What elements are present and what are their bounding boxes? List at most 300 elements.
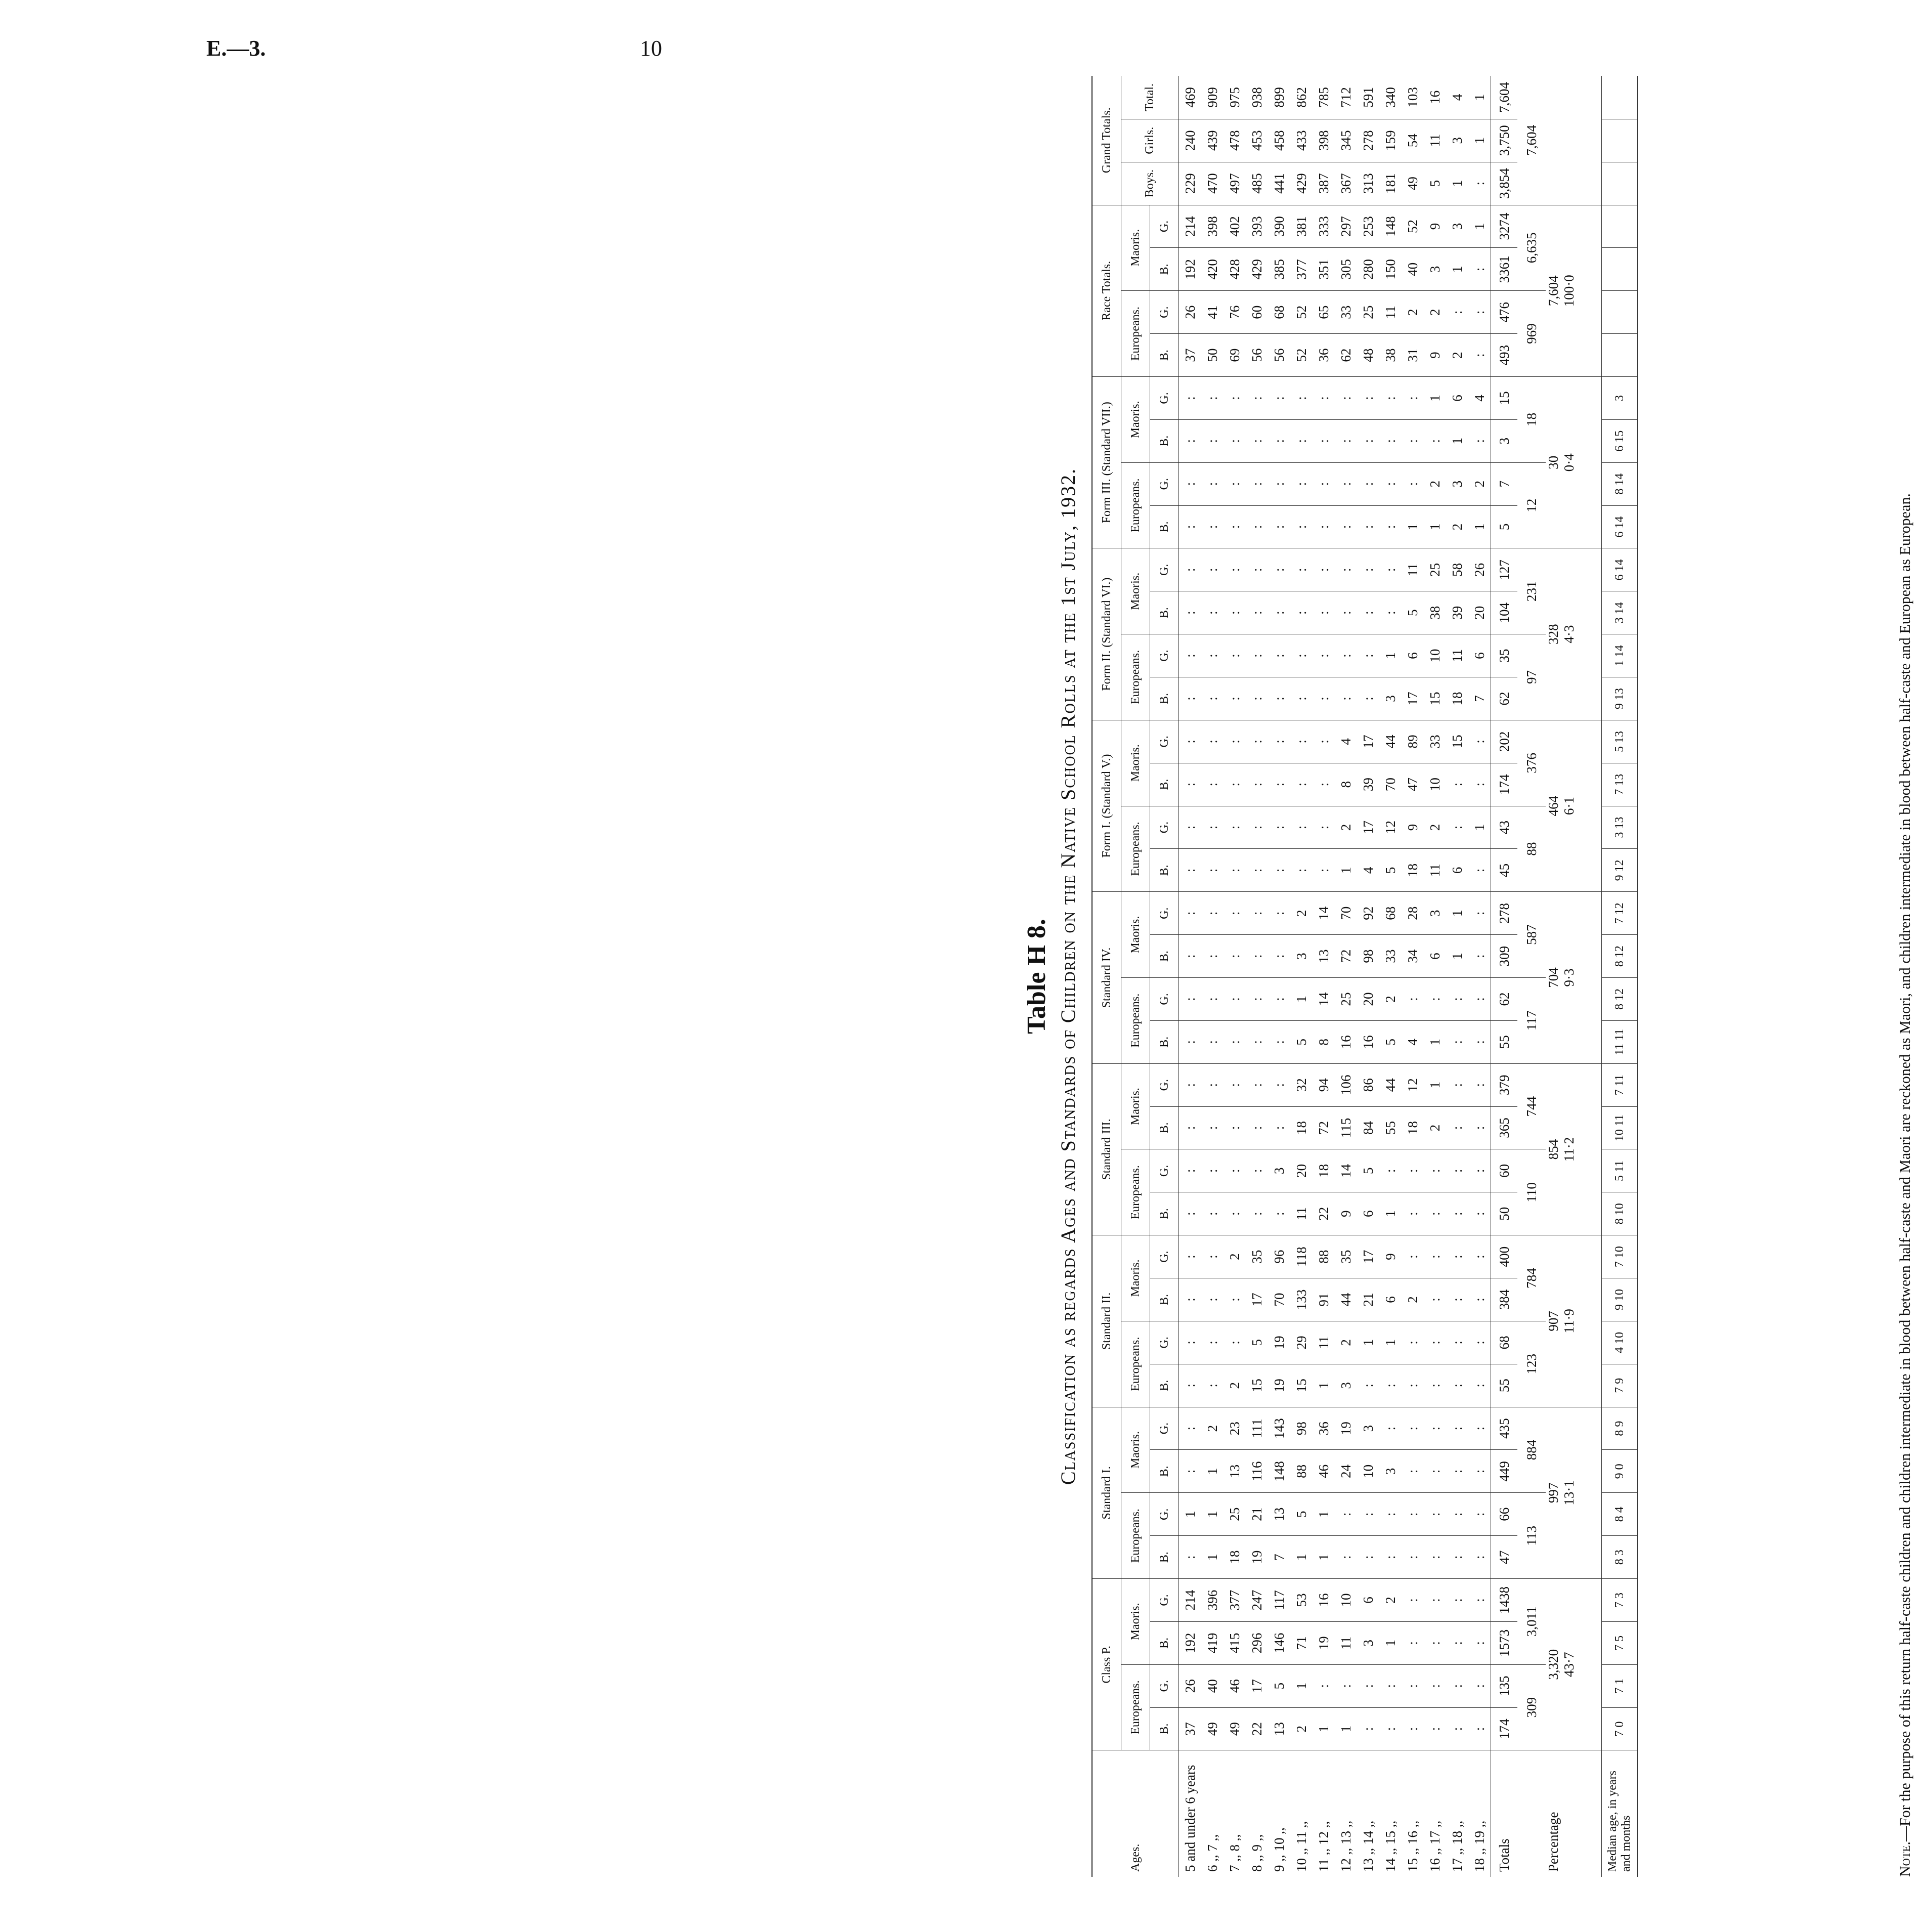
- table-cell: :: [1268, 892, 1290, 935]
- race-sum-cell: 6,635: [1517, 205, 1546, 291]
- age-label: 9 ,, 10 ,,: [1271, 1827, 1287, 1872]
- table-cell: :: [1224, 505, 1246, 548]
- table-cell: :: [1268, 1106, 1290, 1149]
- table-cell: :: [1468, 1192, 1491, 1235]
- table-cell: :: [1268, 1020, 1290, 1063]
- rotated-table-page: [1022, 76, 1922, 1877]
- table-cell: :: [1424, 1621, 1446, 1664]
- table-cell: 420: [1201, 248, 1224, 291]
- totals-cell: 435: [1491, 1407, 1518, 1450]
- table-cell: :: [1357, 505, 1379, 548]
- girls-col-header: G.: [1150, 1149, 1179, 1192]
- table-cell: :: [1468, 1707, 1491, 1750]
- table-cell: 20: [1290, 1149, 1313, 1192]
- table-row: [1268, 76, 1290, 1877]
- table-cell: 1: [1379, 634, 1402, 677]
- table-cell: 18: [1402, 1106, 1424, 1149]
- table-cell: 72: [1335, 935, 1357, 978]
- table-cell: 39: [1357, 763, 1379, 806]
- table-cell: 313: [1357, 162, 1379, 205]
- table-cell: 10: [1424, 634, 1446, 677]
- table-cell: :: [1446, 1149, 1468, 1192]
- table-cell: 458: [1268, 119, 1290, 162]
- table-cell: :: [1179, 1106, 1202, 1149]
- table-cell: 6: [1357, 1579, 1379, 1622]
- totals-row: [1491, 76, 1518, 1877]
- table-cell: 19: [1335, 1407, 1357, 1450]
- totals-cell: 400: [1491, 1235, 1518, 1278]
- table-cell: :: [1468, 334, 1491, 377]
- table-cell: :: [1446, 1020, 1468, 1063]
- europeans-header: Europeans.: [1121, 634, 1150, 720]
- table-cell: :: [1268, 634, 1290, 677]
- table-cell: 1: [1313, 1536, 1335, 1579]
- table-cell: 862: [1290, 76, 1313, 119]
- table-row: [1201, 76, 1224, 1877]
- age-label: 15 ,, 16 ,,: [1405, 1820, 1420, 1872]
- table-cell: :: [1290, 806, 1313, 849]
- table-cell: :: [1379, 1364, 1402, 1407]
- girls-col-header: G.: [1150, 1493, 1179, 1536]
- table-cell: :: [1179, 548, 1202, 591]
- table-cell: 899: [1268, 76, 1290, 119]
- table-cell: :: [1179, 591, 1202, 634]
- table-cell: :: [1290, 548, 1313, 591]
- table-cell: :: [1357, 462, 1379, 505]
- table-cell: 9: [1424, 205, 1446, 248]
- table-cell: 429: [1246, 248, 1268, 291]
- totals-cell: 60: [1491, 1149, 1518, 1192]
- table-cell: :: [1446, 1536, 1468, 1579]
- table-cell: :: [1268, 806, 1290, 849]
- table-cell: 88: [1290, 1450, 1313, 1493]
- table-cell: :: [1468, 1235, 1491, 1278]
- table-cell: 1: [1357, 1321, 1379, 1364]
- table-cell: 69: [1224, 334, 1246, 377]
- table-cell: :: [1246, 677, 1268, 720]
- table-cell: :: [1468, 1364, 1491, 1407]
- age-label: 5 and under 6 years: [1182, 1765, 1198, 1872]
- table-cell: :: [1246, 505, 1268, 548]
- totals-cell: 47: [1491, 1536, 1518, 1579]
- girls-header: Girls.: [1121, 119, 1179, 162]
- totals-cell: 278: [1491, 892, 1518, 935]
- table-cell: 280: [1357, 248, 1379, 291]
- table-cell: 398: [1201, 205, 1224, 248]
- table-cell: 387: [1313, 162, 1335, 205]
- table-cell: 478: [1224, 119, 1246, 162]
- table-cell: 11: [1290, 1192, 1313, 1235]
- race-sum-row: [1517, 76, 1546, 1877]
- table-cell: 22: [1246, 1707, 1268, 1750]
- table-cell: :: [1179, 1450, 1202, 1493]
- table-cell: 1: [1468, 76, 1491, 119]
- table-cell: :: [1357, 591, 1379, 634]
- table-cell: :: [1179, 1063, 1202, 1106]
- footnote-text: —For the purpose of this return half-caste children and children intermediate in blood between half-caste and Maori are reckoned as Maori, and children intermediate in blood between half-caste and European as European.: [1897, 493, 1913, 1841]
- table-cell: 70: [1379, 763, 1402, 806]
- table-cell: 49: [1402, 162, 1424, 205]
- table-cell: 439: [1201, 119, 1224, 162]
- age-label: 7 ,, 8 ,,: [1227, 1834, 1242, 1872]
- table-cell: :: [1201, 1235, 1224, 1278]
- table-cell: :: [1379, 1149, 1402, 1192]
- table-cell: :: [1313, 1664, 1335, 1707]
- table-cell: :: [1224, 548, 1246, 591]
- table-cell: :: [1468, 291, 1491, 334]
- table-cell: 2: [1201, 1407, 1224, 1450]
- age-label: 10 ,, 11 ,,: [1293, 1821, 1309, 1872]
- table-cell: 15: [1246, 1364, 1268, 1407]
- table-cell: 17: [1357, 806, 1379, 849]
- table-cell: :: [1268, 978, 1290, 1021]
- table-cell: 393: [1246, 205, 1268, 248]
- median-cell: 6 14: [1602, 548, 1638, 591]
- boys-col-header: B.: [1150, 1192, 1179, 1235]
- table-cell: 23: [1224, 1407, 1246, 1450]
- table-cell: :: [1224, 806, 1246, 849]
- table-cell: 1: [1446, 935, 1468, 978]
- group-header: Race Totals.: [1092, 205, 1121, 376]
- median-cell: 9 12: [1602, 849, 1638, 892]
- table-cell: 26: [1179, 291, 1202, 334]
- percentage-value: 11·9: [1561, 1309, 1577, 1334]
- total-header: Total.: [1121, 76, 1179, 119]
- table-cell: 17: [1357, 1235, 1379, 1278]
- table-cell: :: [1201, 548, 1224, 591]
- table-cell: :: [1424, 978, 1446, 1021]
- table-cell: 92: [1357, 892, 1379, 935]
- table-cell: :: [1201, 1149, 1224, 1192]
- table-cell: 381: [1290, 205, 1313, 248]
- table-cell: 49: [1201, 1707, 1224, 1750]
- table-cell: 3: [1424, 248, 1446, 291]
- table-cell: 10: [1335, 1579, 1357, 1622]
- table-cell: 6: [1424, 935, 1446, 978]
- maoris-header: Maoris.: [1121, 548, 1150, 634]
- table-cell: :: [1290, 849, 1313, 892]
- girls-col-header: G.: [1150, 806, 1179, 849]
- table-cell: 33: [1335, 291, 1357, 334]
- boys-col-header: B.: [1150, 935, 1179, 978]
- table-cell: :: [1468, 419, 1491, 462]
- table-cell: :: [1224, 892, 1246, 935]
- table-cell: :: [1246, 634, 1268, 677]
- table-cell: :: [1424, 1407, 1446, 1450]
- percentage-value: 100·0: [1561, 275, 1577, 307]
- totals-cell: 62: [1491, 978, 1518, 1021]
- table-cell: 367: [1335, 162, 1357, 205]
- table-cell: 26: [1468, 548, 1491, 591]
- table-cell: :: [1446, 1621, 1468, 1664]
- table-cell: 12: [1402, 1063, 1424, 1106]
- group-header: Standard III.: [1092, 1063, 1121, 1235]
- table-cell: 2: [1424, 806, 1446, 849]
- age-label: 11 ,, 12 ,,: [1316, 1821, 1331, 1872]
- totals-cell: 68: [1491, 1321, 1518, 1364]
- table-cell: :: [1468, 1063, 1491, 1106]
- percentage-value: 9·3: [1561, 968, 1577, 987]
- maoris-header: Maoris.: [1121, 377, 1150, 463]
- table-cell: :: [1313, 505, 1335, 548]
- median-cell: 7 0: [1602, 1707, 1638, 1750]
- table-cell: :: [1379, 1407, 1402, 1450]
- percentage-count: 997: [1546, 1482, 1561, 1504]
- table-cell: :: [1201, 677, 1224, 720]
- table-cell: :: [1268, 548, 1290, 591]
- table-cell: 5: [1357, 1149, 1379, 1192]
- median-cell: 7 1: [1602, 1664, 1638, 1707]
- table-cell: :: [1201, 419, 1224, 462]
- median-cell: 8 12: [1602, 978, 1638, 1021]
- race-sum-cell: 97: [1517, 634, 1546, 720]
- girls-col-header: G.: [1150, 1407, 1179, 1450]
- page-number: 10: [640, 36, 662, 61]
- table-row: [1468, 76, 1491, 1877]
- group-header: Form I. (Standard V.): [1092, 720, 1121, 891]
- table-cell: :: [1246, 849, 1268, 892]
- table-cell: :: [1446, 806, 1468, 849]
- table-cell: 25: [1357, 291, 1379, 334]
- table-cell: :: [1446, 1235, 1468, 1278]
- median-cell: 9 10: [1602, 1278, 1638, 1321]
- table-cell: :: [1179, 1149, 1202, 1192]
- totals-cell: 55: [1491, 1364, 1518, 1407]
- table-cell: 9: [1379, 1235, 1402, 1278]
- table-cell: :: [1424, 1536, 1446, 1579]
- percentage-cell: [1546, 377, 1602, 548]
- table-cell: 17: [1246, 1664, 1268, 1707]
- table-cell: :: [1224, 591, 1246, 634]
- table-cell: 18: [1313, 1149, 1335, 1192]
- table-cell: :: [1246, 892, 1268, 935]
- age-label: 13 ,, 14 ,,: [1360, 1820, 1376, 1872]
- table-cell: 2: [1224, 1235, 1246, 1278]
- boys-col-header: B.: [1150, 591, 1179, 634]
- table-cell: 116: [1246, 1450, 1268, 1493]
- percentage-value: 6·1: [1561, 797, 1577, 815]
- table-cell: :: [1424, 1364, 1446, 1407]
- table-cell: :: [1179, 505, 1202, 548]
- table-cell: 56: [1246, 334, 1268, 377]
- europeans-header: Europeans.: [1121, 462, 1150, 548]
- group-header: Form III. (Standard VII.): [1092, 377, 1121, 548]
- table-cell: 6: [1402, 634, 1424, 677]
- table-cell: 1: [1201, 1536, 1224, 1579]
- table-cell: 1: [1290, 1664, 1313, 1707]
- table-cell: :: [1290, 677, 1313, 720]
- table-cell: 13: [1224, 1450, 1246, 1493]
- median-cell: 3: [1602, 377, 1638, 420]
- race-sum-cell: 231: [1517, 548, 1546, 634]
- age-label: 16 ,, 17 ,,: [1427, 1820, 1443, 1872]
- maoris-header: Maoris.: [1121, 205, 1150, 291]
- table-cell: :: [1379, 591, 1402, 634]
- table-cell: :: [1468, 1278, 1491, 1321]
- table-cell: :: [1224, 1020, 1246, 1063]
- table-cell: 56: [1268, 334, 1290, 377]
- table-cell: 2: [1224, 1364, 1246, 1407]
- table-cell: 148: [1379, 205, 1402, 248]
- table-cell: 58: [1446, 548, 1468, 591]
- table-cell: :: [1424, 1707, 1446, 1750]
- table-cell: :: [1201, 1020, 1224, 1063]
- table-cell: 31: [1402, 334, 1424, 377]
- table-cell: 2: [1424, 291, 1446, 334]
- table-cell: 11: [1335, 1621, 1357, 1664]
- table-cell: :: [1446, 1192, 1468, 1235]
- table-cell: :: [1424, 1321, 1446, 1364]
- table-cell: 150: [1379, 248, 1402, 291]
- girls-col-header: G.: [1150, 1579, 1179, 1622]
- table-cell: 96: [1268, 1235, 1290, 1278]
- table-cell: 16: [1357, 1020, 1379, 1063]
- table-cell: 2: [1379, 978, 1402, 1021]
- table-cell: :: [1268, 1192, 1290, 1235]
- table-cell: :: [1246, 720, 1268, 763]
- group-header: Class P.: [1092, 1579, 1121, 1750]
- maoris-header: Maoris.: [1121, 1063, 1150, 1149]
- table-cell: :: [1379, 377, 1402, 420]
- table-cell: 253: [1357, 205, 1379, 248]
- boys-col-header: B.: [1150, 1364, 1179, 1407]
- table-cell: 115: [1335, 1106, 1357, 1149]
- table-cell: 44: [1379, 1063, 1402, 1106]
- table-cell: 1: [1201, 1493, 1224, 1536]
- table-cell: :: [1290, 419, 1313, 462]
- table-cell: :: [1379, 419, 1402, 462]
- table-cell: :: [1268, 849, 1290, 892]
- percentage-count: 854: [1546, 1139, 1561, 1160]
- girls-col-header: G.: [1150, 548, 1179, 591]
- table-cell: 396: [1201, 1579, 1224, 1622]
- table-cell: 25: [1224, 1493, 1246, 1536]
- table-cell: 497: [1224, 162, 1246, 205]
- table-row: [1379, 76, 1402, 1877]
- table-cell: 34: [1402, 935, 1424, 978]
- table-cell: 2: [1379, 1579, 1402, 1622]
- table-row: [1290, 76, 1313, 1877]
- table-cell: :: [1357, 1364, 1379, 1407]
- table-cell: 351: [1313, 248, 1335, 291]
- percentage-value: 43·7: [1561, 1652, 1577, 1678]
- table-cell: :: [1446, 1278, 1468, 1321]
- table-cell: 98: [1290, 1407, 1313, 1450]
- table-cell: 2: [1424, 462, 1446, 505]
- table-cell: 297: [1335, 205, 1357, 248]
- table-cell: 46: [1313, 1450, 1335, 1493]
- table-cell: 16: [1424, 76, 1446, 119]
- median-cell: 8 9: [1602, 1407, 1638, 1450]
- totals-cell: 104: [1491, 591, 1518, 634]
- classification-table: [1091, 76, 1638, 1877]
- table-cell: :: [1179, 849, 1202, 892]
- median-cell: 6 15: [1602, 419, 1638, 462]
- table-cell: 3: [1379, 1450, 1402, 1493]
- table-cell: :: [1224, 1149, 1246, 1192]
- race-sum-cell: 587: [1517, 892, 1546, 978]
- table-cell: 2: [1335, 806, 1357, 849]
- table-cell: 1: [1379, 1192, 1402, 1235]
- table-cell: 15: [1424, 677, 1446, 720]
- table-cell: 21: [1357, 1278, 1379, 1321]
- table-cell: 1: [1335, 1707, 1357, 1750]
- age-label: 12 ,, 13 ,,: [1338, 1820, 1353, 1872]
- table-cell: :: [1201, 1106, 1224, 1149]
- table-cell: :: [1402, 1407, 1424, 1450]
- table-cell: 1: [1290, 978, 1313, 1021]
- table-cell: 13: [1313, 935, 1335, 978]
- median-cell: 7 12: [1602, 892, 1638, 935]
- table-cell: 11: [1424, 849, 1446, 892]
- table-cell: :: [1357, 1493, 1379, 1536]
- table-cell: :: [1224, 763, 1246, 806]
- table-cell: :: [1379, 1536, 1402, 1579]
- table-cell: 938: [1246, 76, 1268, 119]
- percentage-count: 7,604: [1546, 275, 1561, 307]
- table-cell: 1: [1313, 1707, 1335, 1750]
- table-cell: 68: [1379, 892, 1402, 935]
- table-cell: :: [1379, 1493, 1402, 1536]
- table-cell: 12: [1379, 806, 1402, 849]
- table-cell: :: [1335, 377, 1357, 420]
- table-cell: :: [1379, 462, 1402, 505]
- table-cell: 55: [1379, 1106, 1402, 1149]
- percentage-cell: [1546, 1579, 1602, 1750]
- girls-col-header: G.: [1150, 1063, 1179, 1106]
- race-sum-cell: 376: [1517, 720, 1546, 806]
- percentage-row: [1546, 76, 1602, 1877]
- page-header-ref: E.—3.: [206, 36, 266, 61]
- table-cell: :: [1446, 1364, 1468, 1407]
- table-cell: :: [1246, 419, 1268, 462]
- table-cell: :: [1402, 978, 1424, 1021]
- table-cell: 1: [1468, 806, 1491, 849]
- table-cell: :: [1268, 591, 1290, 634]
- table-cell: :: [1402, 1579, 1424, 1622]
- totals-cell: 476: [1491, 291, 1518, 334]
- table-cell: :: [1446, 763, 1468, 806]
- table-cell: :: [1446, 1407, 1468, 1450]
- table-cell: 44: [1335, 1278, 1357, 1321]
- table-cell: :: [1246, 978, 1268, 1021]
- group-header: Standard IV.: [1092, 892, 1121, 1063]
- table-cell: 9: [1402, 806, 1424, 849]
- boys-col-header: B.: [1150, 677, 1179, 720]
- race-sum-cell: 969: [1517, 291, 1546, 377]
- table-cell: 6: [1379, 1278, 1402, 1321]
- group-header: Standard I.: [1092, 1407, 1121, 1578]
- table-cell: 428: [1224, 248, 1246, 291]
- table-row: [1357, 76, 1379, 1877]
- percentage-value: 13·1: [1561, 1480, 1577, 1506]
- table-cell: 4: [1357, 849, 1379, 892]
- table-cell: 5: [1290, 1020, 1313, 1063]
- table-cell: 54: [1402, 119, 1424, 162]
- table-cell: 44: [1379, 720, 1402, 763]
- table-cell: :: [1179, 935, 1202, 978]
- table-cell: 402: [1224, 205, 1246, 248]
- table-cell: :: [1179, 1235, 1202, 1278]
- europeans-header: Europeans.: [1121, 1321, 1150, 1407]
- europeans-header: Europeans.: [1121, 978, 1150, 1064]
- table-cell: 333: [1313, 205, 1335, 248]
- table-cell: 14: [1313, 978, 1335, 1021]
- race-sum-cell: 884: [1517, 1407, 1546, 1493]
- median-row: [1602, 76, 1638, 1877]
- table-cell: 18: [1290, 1106, 1313, 1149]
- table-cell: 2: [1290, 1707, 1313, 1750]
